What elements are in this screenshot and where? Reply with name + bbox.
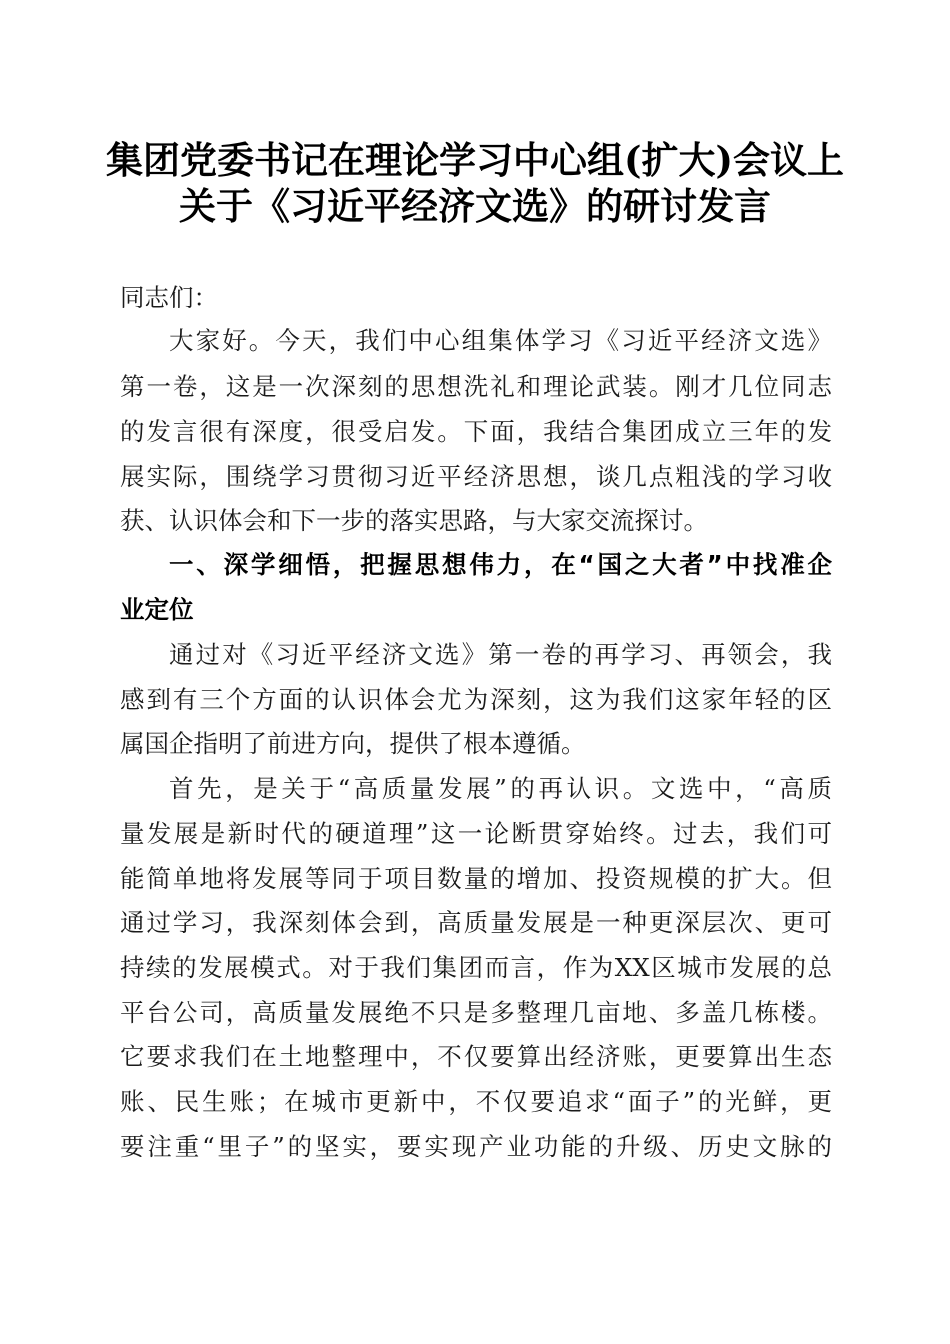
paragraph-3-line: 通过学习，我深刻体会到，高质量发展是一种更深层次、更可 <box>120 908 832 937</box>
paragraph-2-line: 感到有三个方面的认识体会尤为深刻，这为我们这家年轻的区 <box>120 685 832 714</box>
paragraph-2-line: 属国企指明了前进方向，提供了根本遵循。 <box>120 729 586 758</box>
paragraph-1-line: 大家好。今天，我们中心组集体学习《习近平经济文选》 <box>169 326 832 355</box>
paragraph-2-line: 通过对《习近平经济文选》第一卷的再学习、再领会，我 <box>169 640 832 669</box>
paragraph-1-line: 获、认识体会和下一步的落实思路，与大家交流探讨。 <box>120 506 708 535</box>
document-title-line-1: 集团党委书记在理论学习中心组(扩大)会议上 <box>105 138 844 182</box>
paragraph-3-line: 平台公司，高质量发展绝不只是多整理几亩地、多盖几栋楼。 <box>120 998 832 1027</box>
paragraph-1-line: 展实际，围绕学习贯彻习近平经济思想，谈几点粗浅的学习收 <box>120 462 832 491</box>
paragraph-1-line: 第一卷，这是一次深刻的思想洗礼和理论武装。刚才几位同志 <box>120 372 832 401</box>
paragraph-3-line: 它要求我们在土地整理中，不仅要算出经济账，更要算出生态 <box>120 1042 832 1071</box>
paragraph-3-line: 账、民生账；在城市更新中，不仅要追求“面子”的光鲜，更 <box>120 1087 832 1116</box>
salutation: 同志们： <box>120 283 218 312</box>
paragraph-3-line: 持续的发展模式。对于我们集团而言，作为XX区城市发展的总 <box>120 953 832 982</box>
paragraph-3-line: 能简单地将发展等同于项目数量的增加、投资规模的扩大。但 <box>120 864 832 893</box>
paragraph-1-line: 的发言很有深度，很受启发。下面，我结合集团成立三年的发 <box>120 417 832 446</box>
paragraph-3-line: 首先，是关于“高质量发展”的再认识。文选中，“高质 <box>169 774 832 803</box>
paragraph-3-line: 量发展是新时代的硬道理”这一论断贯穿始终。过去，我们可 <box>120 819 832 848</box>
section-heading-1-cont: 业定位 <box>120 595 194 624</box>
section-heading-1: 一、深学细悟，把握思想伟力，在“国之大者”中找准企 <box>169 550 832 579</box>
paragraph-3-line: 要注重“里子”的坚实，要实现产业功能的升级、历史文脉的 <box>120 1132 832 1161</box>
document-title-line-2: 关于《习近平经济文选》的研讨发言 <box>179 184 771 228</box>
